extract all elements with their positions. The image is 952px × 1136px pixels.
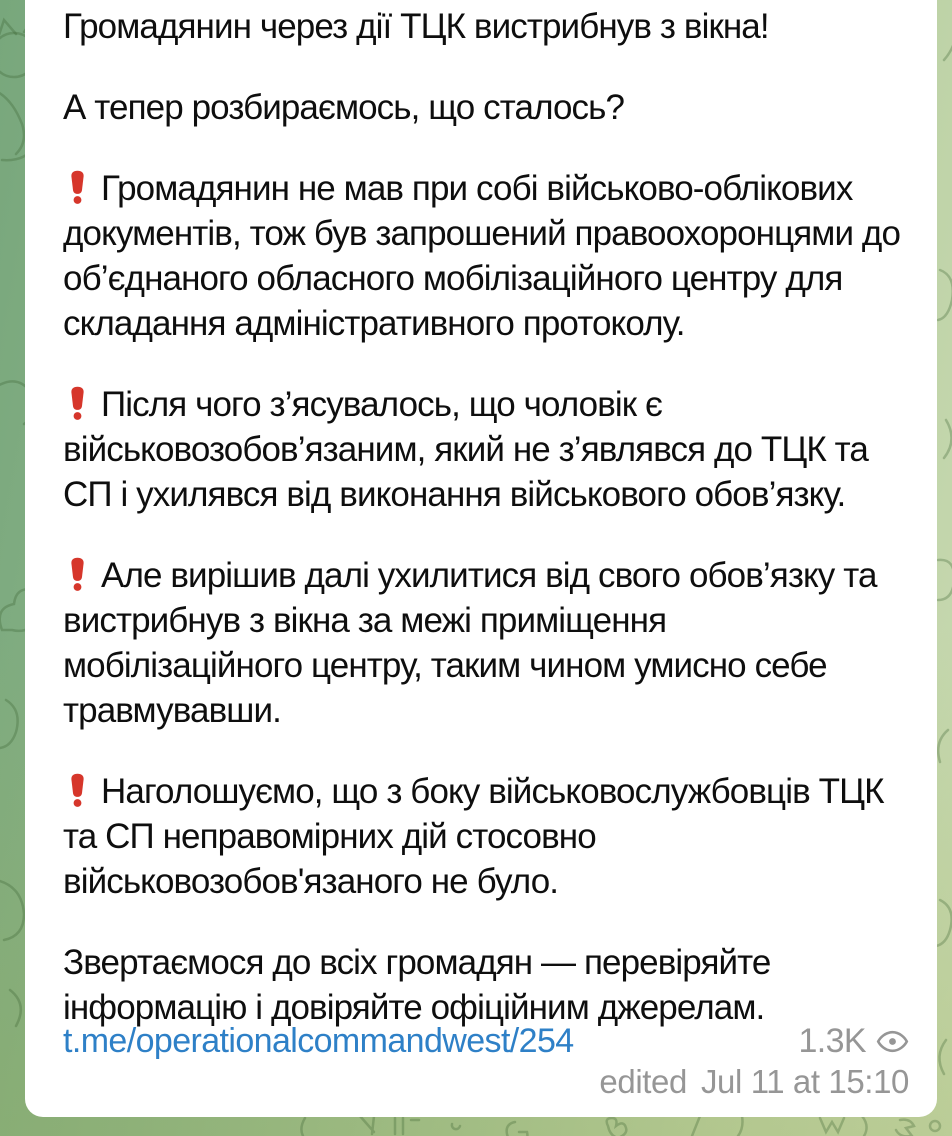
paragraph-text: Але вирішив далі ухилитися від свого обов’язку та вистрибнув з вікна за межі приміщення мобілізаційного центру, таким чином умисно себе травмувавши.	[63, 556, 877, 730]
message-text	[63, 4, 909, 1030]
message-paragraph	[63, 166, 909, 346]
red-exclamation-icon	[67, 557, 88, 591]
paragraph-text: Наголошуємо, що з боку військовослужбовців ТЦК та СП неправомірних дій стосовно військовозобов'язаного не було.	[63, 772, 884, 901]
paragraph-text: Громадянин через дії ТЦК вистрибнув з вікна!	[63, 7, 769, 46]
view-counter	[798, 1021, 909, 1061]
paragraph-text: Звертаємося до всіх громадян — перевіряйте інформацію і довіряйте офіційним джерелам.	[63, 943, 771, 1027]
post-link[interactable]: t.me/operationalcommandwest/254	[63, 1022, 574, 1060]
paragraph-text: Громадянин не мав при собі військово-облікових документів, тож був запрошений правоохоронцями до об’єднаного обласного мобілізаційного центру для складання адміністративного протоколу.	[63, 169, 901, 343]
paragraph-text: А тепер розбираємось, що сталось?	[63, 88, 625, 127]
message-paragraph	[63, 382, 909, 517]
view-count: 1.3K	[798, 1022, 866, 1060]
timestamp: Jul 11 at 15:10	[700, 1063, 909, 1100]
message-paragraph	[63, 940, 909, 1030]
red-exclamation-icon	[67, 170, 88, 204]
paragraph-text: Після чого з’ясувалось, що чоловік є військовозобов’язаним, який не з’являвся до ТЦК та СП і ухилявся від виконання військового обов’язку.	[63, 385, 868, 514]
edited-label: edited	[599, 1063, 687, 1100]
telegram-message-bubble	[25, 0, 937, 1117]
message-paragraph	[63, 4, 909, 49]
red-exclamation-icon	[67, 773, 88, 807]
red-exclamation-icon	[67, 386, 88, 420]
message-paragraph	[63, 85, 909, 130]
message-paragraph	[63, 553, 909, 733]
message-paragraph	[63, 769, 909, 904]
eye-icon	[876, 1029, 909, 1054]
edited-timestamp	[63, 1063, 909, 1101]
message-footer	[63, 1021, 909, 1101]
